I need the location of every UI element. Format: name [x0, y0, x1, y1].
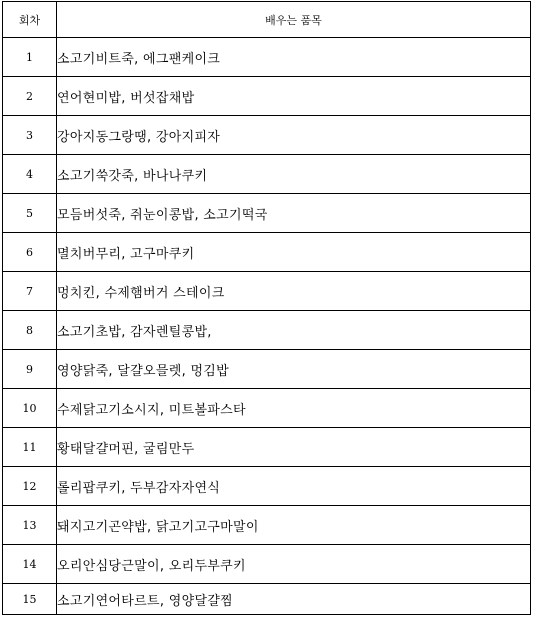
table-row: [3, 77, 531, 116]
session-number: 1: [3, 38, 57, 77]
session-number: 3: [3, 116, 57, 155]
items-text: 멸치버무리, 고구마쿠키: [57, 233, 531, 272]
items-text: 롤리팝쿠키, 두부감자자연식: [57, 467, 531, 506]
table-row: [3, 194, 531, 233]
table-header-row: [3, 2, 531, 38]
header-session: 회차: [3, 2, 57, 38]
table-row: [3, 545, 531, 584]
table-row: [3, 272, 531, 311]
session-number: 5: [3, 194, 57, 233]
table-row: [3, 233, 531, 272]
table-row: [3, 584, 531, 615]
session-number: 13: [3, 506, 57, 545]
items-text: 모듬버섯죽, 쥐눈이콩밥, 소고기떡국: [57, 194, 531, 233]
header-items: 배우는 품목: [57, 2, 531, 38]
table-row: [3, 389, 531, 428]
table-row: [3, 350, 531, 389]
items-text: 소고기초밥, 감자렌틸콩밥,: [57, 311, 531, 350]
table-row: [3, 428, 531, 467]
session-number: 7: [3, 272, 57, 311]
items-text: 수제닭고기소시지, 미트볼파스타: [57, 389, 531, 428]
session-number: 4: [3, 155, 57, 194]
items-text: 황태달걀머핀, 굴림만두: [57, 428, 531, 467]
table-row: [3, 311, 531, 350]
items-text: 멍치킨, 수제햄버거 스테이크: [57, 272, 531, 311]
session-number: 15: [3, 584, 57, 615]
table-row: [3, 38, 531, 77]
items-text: 오리안심당근말이, 오리두부쿠키: [57, 545, 531, 584]
session-number: 9: [3, 350, 57, 389]
items-text: 돼지고기곤약밥, 닭고기고구마말이: [57, 506, 531, 545]
items-text: 소고기연어타르트, 영양달걀찜: [57, 584, 531, 615]
items-text: 연어현미밥, 버섯잡채밥: [57, 77, 531, 116]
items-text: 소고기쑥갓죽, 바나나쿠키: [57, 155, 531, 194]
items-text: 소고기비트죽, 에그팬케이크: [57, 38, 531, 77]
table-row: [3, 116, 531, 155]
table-row: [3, 506, 531, 545]
table-row: [3, 467, 531, 506]
session-number: 8: [3, 311, 57, 350]
session-number: 10: [3, 389, 57, 428]
session-number: 14: [3, 545, 57, 584]
items-text: 영양닭죽, 달걀오믈렛, 멍김밥: [57, 350, 531, 389]
curriculum-table: [2, 1, 531, 615]
session-number: 2: [3, 77, 57, 116]
session-number: 11: [3, 428, 57, 467]
table-row: [3, 155, 531, 194]
session-number: 6: [3, 233, 57, 272]
session-number: 12: [3, 467, 57, 506]
items-text: 강아지동그랑땡, 강아지피자: [57, 116, 531, 155]
